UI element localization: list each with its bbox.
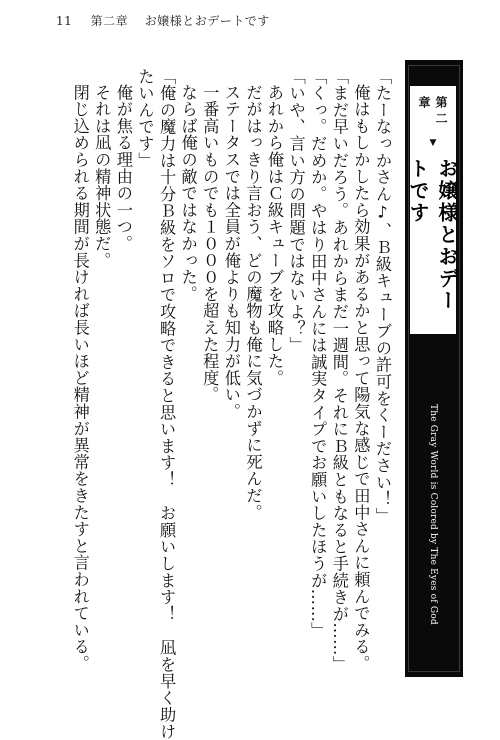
- page-number: 11: [56, 14, 73, 28]
- body-line: 「俺の魔力は十分Ｂ級をソロで攻略できると思います！ お願いします！ 凪を早く助け: [157, 68, 177, 740]
- body-line: 「たーなっかさん♪、Ｂ級キューブの許可をくーださい！」: [373, 68, 392, 525]
- body-line: ならば俺の敵ではなかった。: [178, 84, 198, 303]
- chapter-title: お嬢様とおデートです: [406, 158, 459, 313]
- triangle-marker-icon: ▼: [428, 138, 438, 149]
- body-line: 閉じ込められる期間が長ければ長いほど精神が異常をきたすと言われている。: [70, 84, 90, 673]
- body-line: 俺が焦る理由の一つ。: [113, 84, 133, 253]
- body-line: ステータスでは全員が俺よりも知力が低い。: [221, 84, 241, 421]
- running-head: [56, 12, 270, 29]
- english-subtitle-text: The Gray World is Colored by The Eyes of God: [428, 404, 438, 625]
- body-line: 一番高いものでも１０００を超えた程度。: [200, 84, 220, 404]
- body-line: だがはっきり言おう、どの魔物も俺に気づかずに死んだ。: [243, 84, 263, 521]
- body-line: たいんです」: [135, 68, 155, 169]
- body-line: あれから俺はＣ級キューブを攻略した。: [265, 84, 285, 387]
- body-line: 「くっ。だめか。やはり田中さんには誠実タイプでお願いしたほうが……」: [308, 68, 328, 640]
- body-line: 「いや、言い方の問題ではないよ？」: [286, 68, 306, 354]
- chapter-number: 第二章: [417, 96, 448, 128]
- body-line: 「まだ早いだろう。あれからまだ一週間。それにＢ級ともなると手続きが……」: [329, 68, 349, 673]
- chapter-heading-box: [406, 86, 459, 334]
- body-line: 俺はもしかしたら効果があるかと思って陽気な感じで田中さんに頼んでみる。: [351, 84, 371, 673]
- body-text: [70, 68, 393, 740]
- running-head-title: お嬢様とおデートです: [144, 14, 270, 28]
- body-line: それは凪の精神状態だ。: [92, 84, 112, 269]
- english-subtitle: [410, 404, 456, 625]
- running-head-chapter: 第二章: [90, 14, 129, 28]
